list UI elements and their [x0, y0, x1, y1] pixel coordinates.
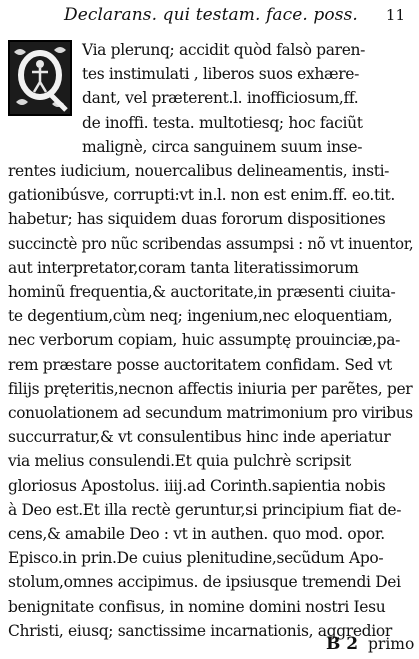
- text-line: te degentium,cùm neq; ingenium,nec eloquentiam,: [8, 307, 393, 326]
- text-line: Episco.in prin.De cuius plenitudine,secũdum Apo-: [8, 549, 384, 568]
- text-line: stolum,omnes accipimus. de ipsiusque tremendi Dei: [8, 573, 401, 592]
- text-line: tes instimulati , liberos suos exhære-: [82, 65, 359, 84]
- text-line: via melius consulendi.Et quia pulchrè scripsit: [8, 452, 351, 471]
- text-line: gationibúsve, corrupti:vt in.l. non est enim.ff. eo.tit.: [8, 186, 395, 205]
- text-line: succinctè pro nũc scribendas assumpsi : nõ vt inuentor,: [8, 234, 414, 253]
- text-line: cens,& amabile Deo : vt in authen. quo mod. opor.: [8, 525, 385, 543]
- text-line: conuolationem ad secundum matrimonium pro viribus: [8, 404, 413, 422]
- catchword: primo: [368, 635, 415, 653]
- text-line: habetur; has siquidem duas fororum dispositiones: [8, 210, 386, 229]
- signature-mark: B 2: [326, 634, 359, 654]
- text-line: hominũ frequentia,& auctoritate,in præsenti ciuita-: [8, 283, 396, 301]
- text-line: malignè, circa sanguinem suum inse-: [82, 137, 363, 156]
- text-line: gloriosus Apostolus. iiij.ad Corinth.sapientia nobis: [8, 476, 386, 495]
- text-line: dant, vel præterent.l. inofficiosum,ff.: [82, 89, 359, 108]
- page-header: [0, 2, 419, 28]
- ornament-initial-icon: [10, 42, 70, 114]
- decorated-initial-q: [8, 40, 72, 116]
- text-line: rem præstare posse auctoritatem confidam. Sed vt: [8, 355, 392, 374]
- text-line: nec verborum copiam, huic assumptę prouinciæ,pa-: [8, 331, 400, 350]
- text-line: à Deo est.Et illa rectè geruntur,si principium fiat de-: [8, 500, 402, 519]
- text-line: succurratur,& vt consulentibus hinc inde aperiatur: [8, 428, 391, 447]
- text-line: de inoffi. testa. multotiesq; hoc faciũt: [82, 113, 363, 132]
- text-line: aut interpretator,coram tanta literatissimorum: [8, 258, 359, 277]
- text-line: Christi, eiusq; sanctissime incarnationis, aggredior: [8, 621, 392, 640]
- text-line: benignitate confisus, in nomine domini nostri Iesu: [8, 597, 386, 616]
- text-line: Via plerunq; accidit quòd falsò paren-: [82, 41, 366, 59]
- text-line: rentes iudicium, nouercalibus delineamentis, insti-: [8, 162, 390, 180]
- folio-number: 11: [385, 6, 405, 24]
- running-head: Declarans. qui testam. face. poss.: [64, 5, 358, 25]
- page-footer: [0, 632, 419, 656]
- text-line: filijs pręteritis,necnon affectis iniuria per parẽtes, per: [8, 379, 413, 398]
